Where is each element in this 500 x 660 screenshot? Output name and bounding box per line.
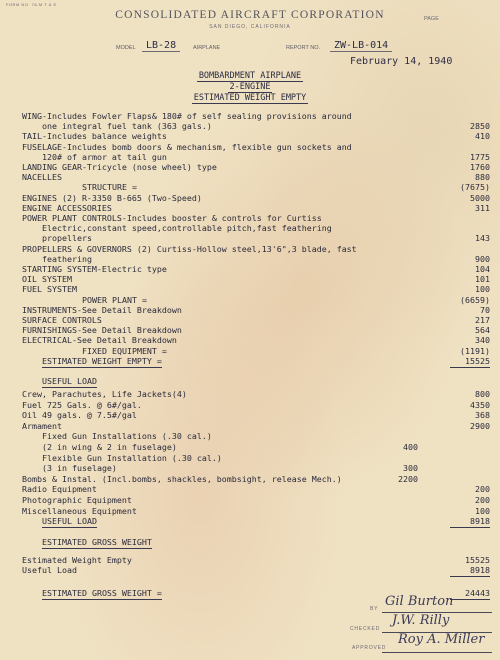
- empty-item-text: POWER PLANT CONTROLS-Includes booster & controls for Curtiss: [22, 213, 322, 223]
- useful-row: [0, 421, 500, 432]
- useful-item-text: (2 in wing & 2 in fuselage): [42, 442, 177, 452]
- useful-row: [0, 431, 500, 442]
- model-value: LB-28: [142, 40, 180, 52]
- useful-item-subvalue: 400: [403, 442, 418, 452]
- useful-row: [0, 474, 500, 485]
- useful-item-subvalue: 2200: [398, 473, 418, 484]
- empty-item-value: 15525: [450, 356, 490, 368]
- empty-item-text: STARTING SYSTEM-Electric type: [22, 264, 167, 274]
- form-number: FORM NO. 78-M T & E: [6, 2, 57, 7]
- useful-item-text: Armament: [22, 420, 62, 431]
- useful-item-value: 800: [475, 389, 490, 399]
- useful-item-value: 8918: [450, 516, 490, 528]
- useful-item-text: Flexible Gun Installation (.30 cal.): [42, 452, 222, 463]
- empty-item-text: FUEL SYSTEM: [22, 284, 77, 295]
- approved-label: APPROVED: [352, 645, 387, 651]
- useful-item-text: Miscellaneous Equipment: [22, 505, 137, 516]
- empty-item-value: 100: [475, 284, 490, 295]
- useful-item-text: Bombs & Instal. (Incl.bombs, shackles, bombsight, release Mech.): [22, 473, 342, 484]
- empty-item-text: POWER PLANT =: [82, 294, 147, 305]
- useful-row: [0, 495, 500, 506]
- empty-item-text: STRUCTURE =: [82, 182, 137, 193]
- useful-item-value: 100: [475, 505, 490, 516]
- approved-rule: [382, 652, 492, 653]
- useful-row: [0, 506, 500, 517]
- useful-load-heading: [0, 376, 500, 387]
- empty-item-text: OIL SYSTEM: [22, 274, 72, 285]
- useful-item-text: Radio Equipment: [22, 484, 97, 495]
- report-label: REPORT NO.: [286, 45, 321, 51]
- gross-useful-row: Useful Load 8918: [22, 565, 490, 575]
- empty-item-text: TAIL-Includes balance weights: [22, 131, 167, 142]
- useful-row: [0, 400, 500, 411]
- useful-item-value: 368: [475, 410, 490, 421]
- useful-item-text: Oil 49 gals. @ 7.5#/gal: [22, 410, 137, 421]
- gross-heading: ESTIMATED GROSS WEIGHT: [42, 537, 152, 547]
- empty-item-text: FURNISHINGS-See Detail Breakdown: [22, 325, 182, 336]
- empty-item-value: 104: [475, 264, 490, 274]
- useful-row: [0, 463, 500, 474]
- useful-row: [0, 410, 500, 421]
- useful-item-text: (3 in fuselage): [42, 463, 117, 474]
- useful-item-text: USEFUL LOAD: [42, 516, 97, 527]
- useful-row: [0, 516, 500, 527]
- empty-item-text: NACELLES: [22, 172, 62, 183]
- airplane-label: AIRPLANE: [193, 45, 221, 51]
- useful-row: [0, 389, 500, 400]
- empty-item-value: 340: [475, 335, 490, 346]
- empty-item-text: INSTRUMENTS-See Detail Breakdown: [22, 304, 182, 315]
- empty-item-text: feathering: [42, 253, 92, 264]
- title-engine: 2-ENGINE: [229, 82, 271, 92]
- empty-item-value: 410: [475, 131, 490, 142]
- empty-item-text: FIXED EQUIPMENT =: [82, 345, 167, 356]
- empty-item-text: ESTIMATED WEIGHT EMPTY =: [42, 355, 162, 366]
- empty-item-text: ENGINES (2) R-3350 B-665 (Two-Speed): [22, 192, 202, 203]
- useful-item-value: 200: [475, 484, 490, 495]
- empty-item-value: 70: [480, 304, 490, 315]
- company-name: CONSOLIDATED AIRCRAFT CORPORATION: [115, 9, 385, 21]
- empty-item-value: 1760: [470, 162, 490, 172]
- checked-signature: J.W. Rilly: [392, 613, 450, 628]
- empty-item-value: 900: [475, 253, 490, 264]
- empty-item-value: 2850: [470, 121, 490, 132]
- empty-item-text: WING-Includes Fowler Flaps& 180# of self sealing provisions around: [22, 111, 352, 121]
- empty-item-value: (6659): [460, 294, 490, 305]
- report-date: February 14, 1940: [350, 56, 453, 67]
- useful-row: [0, 442, 500, 453]
- company-city: SAN DIEGO, CALIFORNIA: [209, 24, 291, 30]
- model-label: MODEL: [116, 45, 136, 51]
- title-weight-empty: ESTIMATED WEIGHT EMPTY: [193, 93, 307, 103]
- empty-item-value: (7675): [460, 182, 490, 193]
- empty-item-text: LANDING GEAR-Tricycle (nose wheel) type: [22, 162, 217, 172]
- empty-item-text: SURFACE CONTROLS: [22, 315, 102, 325]
- useful-item-value: 2900: [470, 420, 490, 431]
- empty-item-value: 1775: [470, 151, 490, 162]
- empty-item-text: FUSELAGE-Includes bomb doors & mechanism, flexible gun sockets and: [22, 141, 352, 152]
- useful-item-text: Photographic Equipment: [22, 495, 132, 505]
- empty-item-value: 5000: [470, 192, 490, 203]
- useful-item-text: Fixed Gun Installations (.30 cal.): [42, 431, 212, 442]
- by-label: BY: [370, 606, 379, 612]
- empty-item-text: PROPELLERS & GOVERNORS (2) Curtiss-Hollow steel,13'6",3 blade, fast: [22, 243, 357, 254]
- useful-item-value: 4350: [470, 399, 490, 410]
- useful-item-value: 200: [475, 495, 490, 505]
- empty-item-value: 143: [475, 233, 490, 244]
- empty-item-value: 564: [475, 325, 490, 336]
- empty-item-text: propellers: [42, 233, 92, 244]
- empty-item-value: 101: [475, 274, 490, 285]
- empty-item-text: ENGINE ACCESSORIES: [22, 202, 112, 213]
- empty-item-text: ELECTRICAL-See Detail Breakdown: [22, 335, 177, 346]
- report-value: ZW-LB-014: [330, 40, 392, 52]
- page-label: PAGE: [424, 16, 439, 22]
- checked-label: CHECKED: [350, 626, 381, 632]
- empty-item-value: 217: [475, 315, 490, 325]
- useful-row: [0, 484, 500, 495]
- by-signature: Gil Burton: [385, 594, 454, 609]
- useful-item-text: Fuel 725 Gals. @ 6#/gal.: [22, 399, 142, 410]
- empty-item-text: 120# of armor at tail gun: [42, 151, 167, 162]
- empty-item-value: 311: [475, 202, 490, 213]
- useful-item-subvalue: 300: [403, 463, 418, 474]
- empty-item-text: Electric,constant speed,controllable pitch,fast feathering: [42, 223, 332, 234]
- gross-empty-row: Estimated Weight Empty 15525: [22, 555, 490, 565]
- empty-item-value: 880: [475, 172, 490, 183]
- gross-total-row: ESTIMATED GROSS WEIGHT = 24443: [42, 588, 490, 598]
- useful-load-heading-text: USEFUL LOAD: [42, 376, 97, 386]
- empty-item-value: (1191): [460, 345, 490, 356]
- useful-item-text: Crew, Parachutes, Life Jackets(4): [22, 389, 187, 399]
- empty-item-text: one integral fuel tank (363 gals.): [42, 121, 212, 132]
- approved-signature: Roy A. Miller: [398, 632, 485, 647]
- useful-row: [0, 453, 500, 464]
- title-bombardment: BOMBARDMENT AIRPLANE: [198, 71, 302, 81]
